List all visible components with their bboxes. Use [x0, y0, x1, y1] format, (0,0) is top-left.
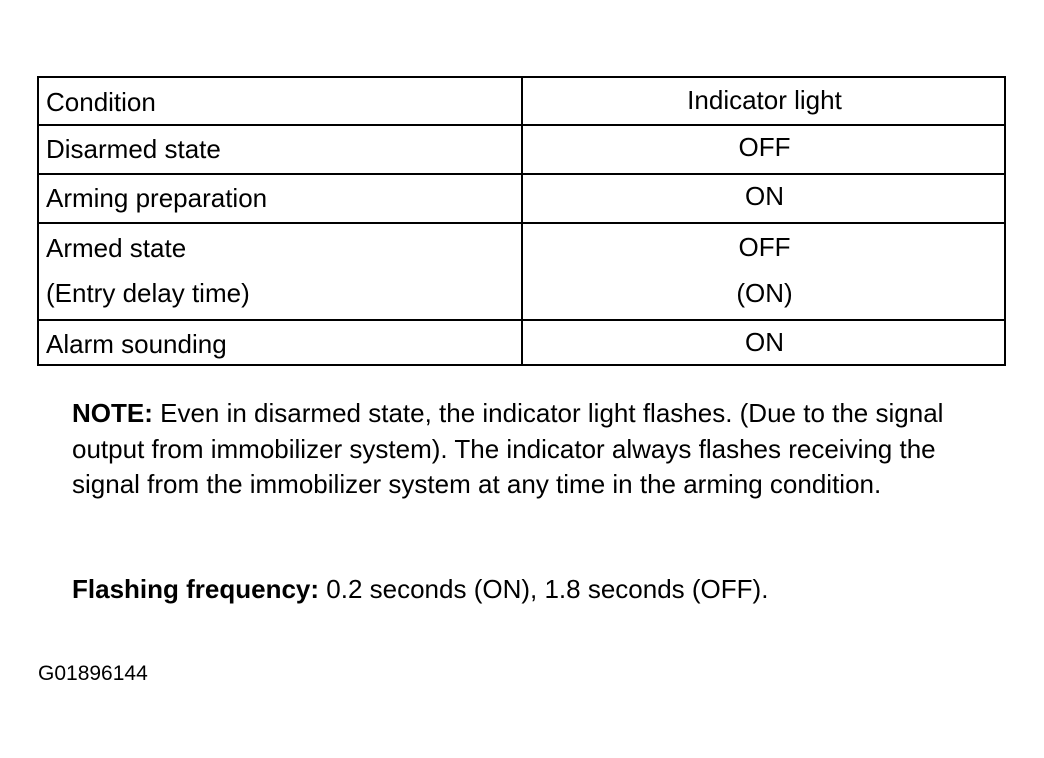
row-divider: [39, 319, 1004, 321]
row-indicator: ON: [745, 327, 784, 357]
row-condition: Alarm sounding: [46, 329, 227, 359]
row-divider: [39, 173, 1004, 175]
figure-code: G01896144: [38, 662, 148, 685]
header-condition: Condition: [46, 87, 156, 117]
note-paragraph: [72, 396, 1002, 503]
flashing-frequency: [72, 573, 768, 605]
row-divider: [39, 124, 1004, 126]
row-condition: Disarmed state: [46, 134, 221, 164]
indicator-table: [37, 76, 1006, 366]
row-indicator-sub: (ON): [736, 278, 793, 308]
row-condition-sub: (Entry delay time): [46, 278, 250, 308]
frequency-label: Flashing frequency:: [72, 574, 320, 604]
row-indicator: ON: [745, 181, 784, 211]
note-label: NOTE:: [72, 398, 153, 428]
row-divider: [39, 222, 1004, 224]
row-indicator: OFF: [738, 132, 791, 162]
row-condition: Armed state: [46, 233, 187, 263]
row-indicator: OFF: [738, 232, 791, 262]
frequency-text: 0.2 seconds (ON), 1.8 seconds (OFF).: [319, 574, 769, 604]
column-divider: [521, 78, 523, 364]
row-condition: Arming preparation: [46, 183, 268, 213]
header-indicator-light: Indicator light: [687, 85, 842, 115]
note-text: Even in disarmed state, the indicator light flashes. (Due to the signal output from immobilizer system). The indicator always flashes receiving the signal from the immobilizer system at any time in the arming condition.: [72, 398, 944, 499]
